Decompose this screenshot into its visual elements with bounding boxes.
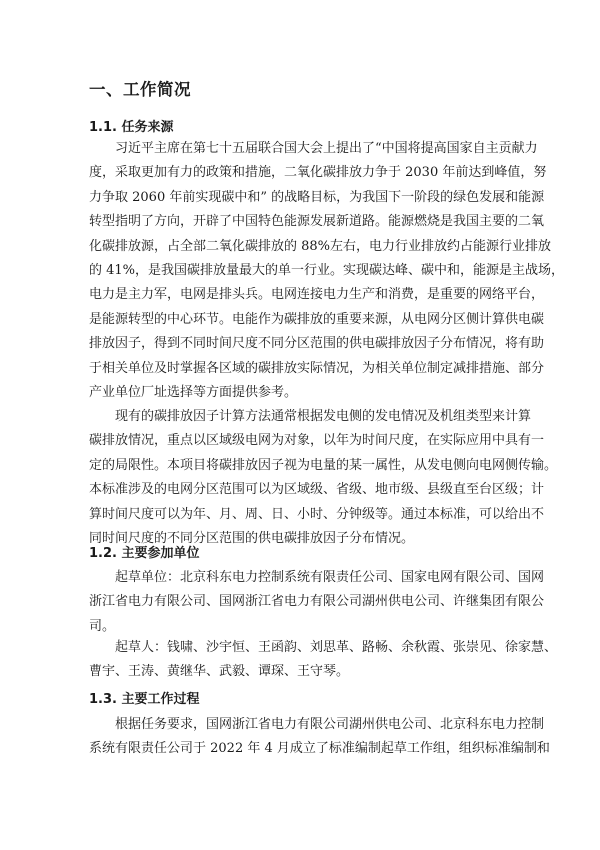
text-line: 司。 (89, 618, 116, 634)
subsection-heading-participants: 1.2. 主要参加单位 (89, 546, 200, 561)
text-line: 现有的碳排放因子计算方法通常根据发电侧的发电情况及机组类型来计算 (115, 409, 532, 424)
text-line: 度，采取更加有力的政策和措施，二氧化碳排放力争于 2030 年前达到峰值，努 (89, 165, 547, 181)
text-line: 同时间尺度的不同分区范围的供电碳排放因子分布情况。 (89, 530, 415, 546)
text-line: 碳排放情况，重点以区域级电网为对象，以年为时间尺度，在实际应用中具有一 (89, 433, 545, 449)
text-line: 起草单位：北京科东电力控制系统有限责任公司、国家电网有限公司、国网 (115, 570, 545, 585)
paragraph-drafting-units (89, 566, 545, 639)
section-title: 一、工作简况 (89, 80, 191, 99)
text-line: 定的局限性。本项目将碳排放因子视为电量的某一属性，从发电侧向电网侧传输。 (89, 457, 558, 473)
text-line: 习近平主席在第七十五届联合国大会上提出了“中国将提高国家自主贡献力 (115, 141, 538, 156)
paragraph-task-source-1 (89, 137, 565, 405)
paragraph-work-process (89, 713, 550, 762)
text-line: 是能源转型的中心环节。电能作为碳排放的重要来源，从电网分区侧计算供电碳 (89, 311, 545, 327)
paragraph-task-source-2 (89, 405, 558, 551)
paragraph-drafters (89, 636, 558, 685)
text-line: 根据任务要求，国网浙江省电力有限公司湖州供电公司、北京科东电力控制 (115, 717, 545, 732)
text-line: 曹宇、王涛、黄继华、武毅、谭琛、王守琴。 (89, 664, 350, 680)
text-line: 电力是主力军，电网是排头兵。电网连接电力生产和消费，是重要的网络平台， (89, 287, 545, 303)
text-line: 产业单位厂址选择等方面提供参考。 (89, 384, 298, 400)
text-line: 化碳排放源，占全部二氧化碳排放的 88%左右，电力行业排放约占能源行业排放 (89, 238, 552, 254)
text-line: 排放因子，得到不同时间尺度不同分区范围的供电碳排放因子分布情况，将有助 (89, 336, 545, 352)
subsection-heading-work-process: 1.3. 主要工作过程 (89, 692, 200, 707)
text-line: 浙江省电力有限公司、国网浙江省电力有限公司湖州供电公司、许继集团有限公 (89, 594, 545, 610)
text-line: 本标准涉及的电网分区范围可以为区域级、省级、地市级、县级直至台区级；计 (89, 482, 545, 498)
text-line: 系统有限责任公司于 2022 年 4 月成立了标准编制起草工作组，组织标准编制和 (89, 741, 550, 757)
text-line: 转型指明了方向，开辟了中国特色能源发展新道路。能源燃烧是我国主要的二氧 (89, 214, 545, 230)
text-line: 起草人：钱啸、沙宇恒、王函韵、刘思革、路畅、余秋霞、张崇见、徐家慧、 (115, 640, 558, 655)
text-line: 的 41%，是我国碳排放量最大的单一行业。实现碳达峰、碳中和，能源是主战场， (89, 262, 565, 278)
text-line: 力争取 2060 年前实现碳中和” 的战略目标，为我国下一阶段的绿色发展和能源 (89, 189, 545, 205)
text-line: 于相关单位及时掌握各区域的碳排放实际情况，为相关单位制定减排措施、部分 (89, 360, 545, 376)
subsection-heading-task-source: 1.1. 任务来源 (89, 120, 174, 135)
text-line: 算时间尺度可以为年、月、周、日、小时、分钟级等。通过本标准，可以给出不 (89, 506, 545, 522)
